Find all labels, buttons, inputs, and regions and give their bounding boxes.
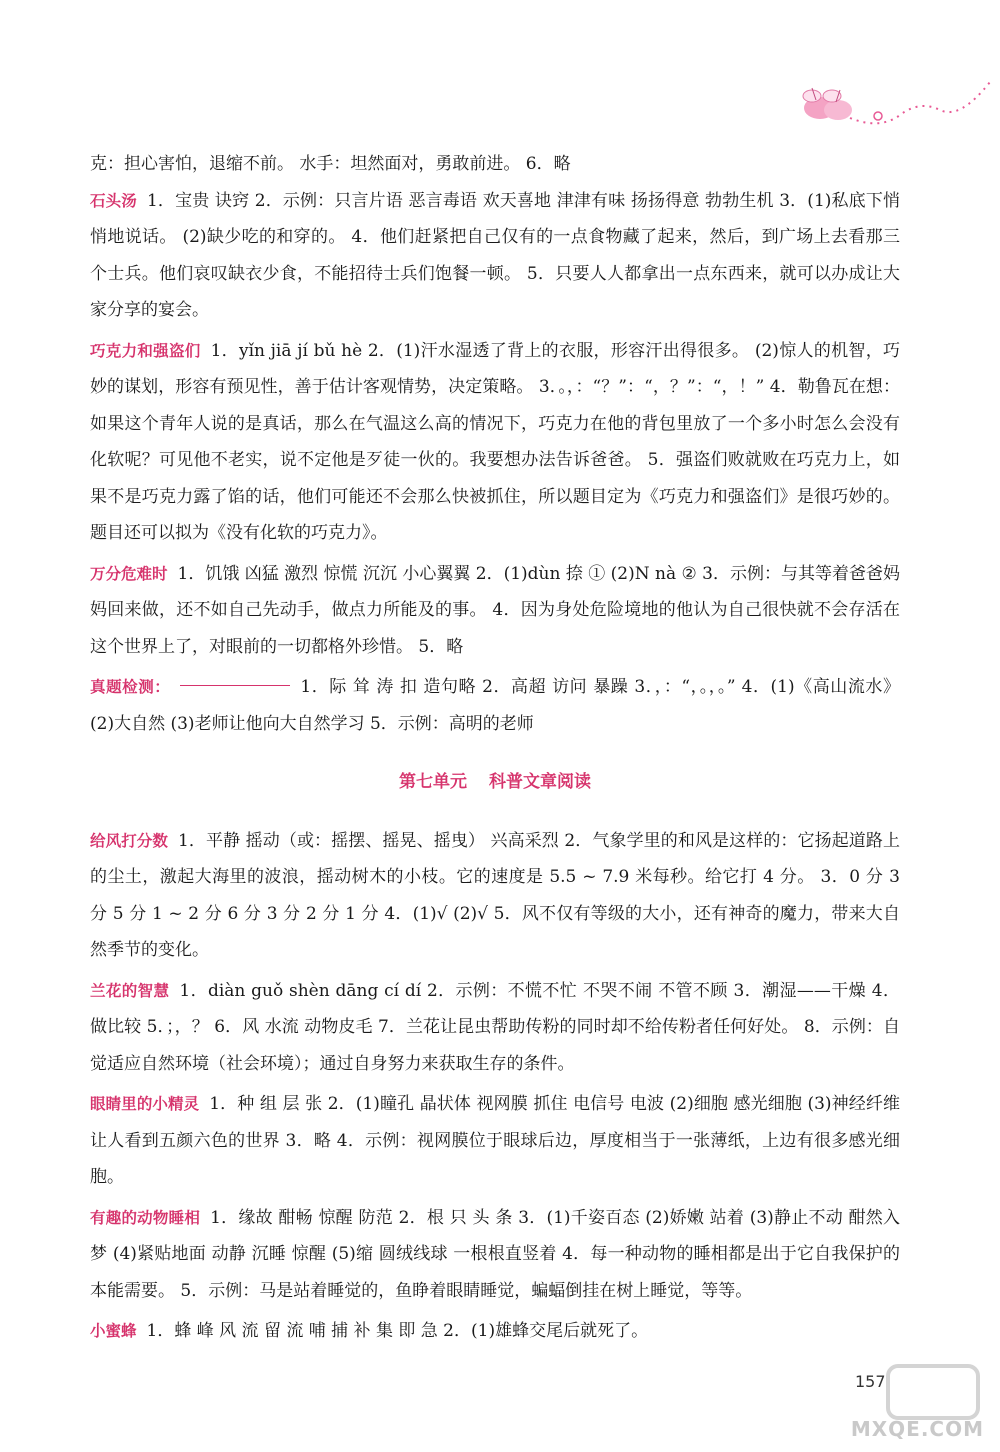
entry-wind (90, 823, 900, 969)
entry-orchid (90, 973, 900, 1083)
blank-line (180, 685, 290, 686)
entry-title: 眼睛里的小精灵 (90, 1095, 200, 1113)
entry-chocolate (90, 333, 900, 552)
entry-text: 1．平静 摇动（或：摇摆、摇晃、摇曳） 兴高采烈 2．气象学里的和风是这样的：它扬起道路上的尘土，激起大海里的波浪，摇动树木的小枝。它的速度是 5.5 ~ 7.9 米每秒。给它打 4 分。 3．0 分 3 分 5 分 1 ~ 2 分 6 分 3 分 2 分 1 分 4．(1)√ (2)√ 5．风不仅有等级的大小，还有神奇的魔力，带来大自然季节的变化。 (90, 830, 900, 960)
entry-shitou-soup (90, 183, 900, 329)
entry-text: 1．宝贵 诀窍 2．示例：只言片语 恶言毒语 欢天喜地 津津有味 扬扬得意 勃勃生机 3．(1)私底下悄悄地说话。 (2)缺少吃的和穿的。 4．他们赶紧把自己仅有的一点食物藏了起来，然后，到广场上去看那三个士兵。他们哀叹缺衣少食，不能招待士兵们饱餐一顿。 5．只要人人都拿出一点东西来，就可以办成让大家分享的宴会。 (90, 190, 900, 320)
entry-eye (90, 1086, 900, 1196)
entry-danger (90, 556, 900, 666)
unit-heading: 第七单元 科普文章阅读 (399, 772, 591, 792)
entry-title: 石头汤 (90, 191, 137, 210)
answer-content (90, 146, 900, 1354)
entry-animal-sleep (90, 1200, 900, 1310)
bee-decoration (790, 70, 1000, 140)
entry-text: 1．yǐn jiā jí bǔ hè 2．(1)汗水湿透了背上的衣服，形容汗出得很多。 (2)惊人的机智，巧妙的谋划，形容有预见性，善于估计客观情势，决定策略。 3．。，：“？”：“，？”：“，！” 4．勒鲁瓦在想：如果这个青年人说的是真话，那么在气温这么高的情况下，巧克力在他的背包里放了一个多小时怎么会没有化软呢？可见他不老实，说不定他是歹徒一伙的。我要想办法告诉爸爸。 5．强盗们败就败在巧克力上，如果不是巧克力露了馅的话，他们可能还不会那么快被抓住，所以题目定为《巧克力和强盗们》是很巧妙的。 题目还可以拟为《没有化软的巧克力》。 (90, 340, 900, 543)
entry-title: 小蜜蜂 (90, 1322, 137, 1340)
entry-text: 1．缘故 酣畅 惊醒 防范 2．根 只 头 条 3．(1)千姿百态 (2)娇嫩 站着 (3)静止不动 酣然入梦 (4)紧贴地面 动静 沉睡 惊醒 (5)缩 圆绒线球 一根根直竖着 4．每一种动物的睡相都是出于它自我保护的本能需要。 5．示例：马是站着睡觉的，鱼睁着眼睛睡觉，蝙蝠倒挂在树上睡觉，等等。 (90, 1207, 900, 1301)
entry-title: 有趣的动物睡相 (90, 1208, 201, 1227)
entry-title: 兰花的智慧 (90, 981, 170, 1000)
entry-title: 真题检测： (90, 678, 171, 696)
entry-text: 1．种 组 层 张 2．(1)瞳孔 晶状体 视网膜 抓住 电信号 电波 (2)细胞 感光细胞 (3)神经纤维 让人看到五颜六色的世界 3．略 4．示例：视网膜位于眼球后边，厚度相当于一张薄纸，上边有很多感光细胞。 (90, 1094, 900, 1187)
entry-exam-check (90, 669, 900, 742)
entry-text: 1．diàn guǒ shèn dāng cí dí 2．示例：不慌不忙 不哭不闹 不管不顾 3．潮湿——干燥 4．做比较 5．；，？ 6．风 水流 动物皮毛 7．兰花让昆虫帮助传粉的同时却不给传粉者任何好处。 8．示例：自觉适应自然环境（社会环境）；通过自身努力来获取生存的条件。 (90, 980, 900, 1074)
entry-text: 1．饥饿 凶猛 激烈 惊慌 沉沉 小心翼翼 2．(1)dùn 捺 ① (2)N nà ② 3．示例：与其等着爸爸妈妈回来做，还不如自己先动手，做点力所能及的事。 4．因为身处危险境地的他认为自己很快就不会存活在这个世界上了，对眼前的一切都格外珍惜。 5．略 (90, 563, 900, 657)
entry-title: 万分危难时 (90, 564, 168, 583)
entry-text: 1．际 耸 涛 扣 造句略 2．高超 访问 暴躁 3．，：“，。，。” 4．(1)《高山流水》 (2)大自然 (3)老师让他向大自然学习 5．示例：高明的老师 (90, 677, 900, 734)
entry-bee (90, 1313, 900, 1350)
continued-line: 克：担心害怕，退缩不前。 水手：坦然面对，勇敢前进。 6．略 (90, 154, 571, 174)
watermark-text: MXQE.COM (850, 1417, 984, 1441)
entry-text: 1．蜂 峰 风 流 留 流 哺 捕 补 集 即 急 2．(1)雄蜂交尾后就死了。 (146, 1321, 649, 1341)
entry-title: 巧克力和强盗们 (90, 341, 201, 360)
page-number: 157 (855, 1372, 886, 1391)
entry-title: 给风打分数 (90, 831, 168, 850)
